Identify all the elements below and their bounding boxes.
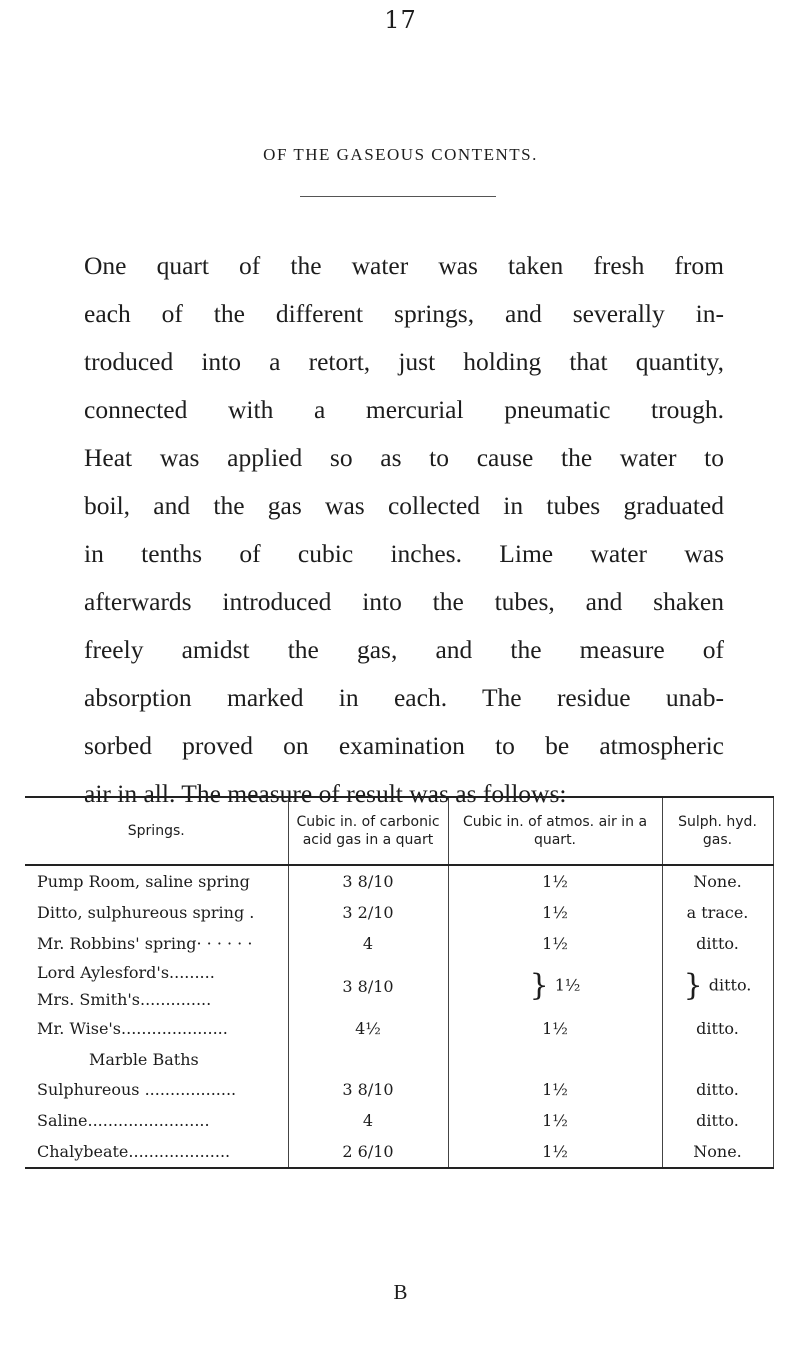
body-line: each of the different springs, and severally in- — [84, 299, 724, 328]
bath-name: Chalybeate.................... — [37, 1142, 231, 1161]
body-line: Heat was applied so as to cause the water to — [84, 443, 724, 472]
bath-name: Saline........................ — [37, 1111, 210, 1130]
table-row — [25, 959, 773, 1013]
carbonic-value: 3 2/10 — [288, 897, 448, 928]
running-head: OF THE GASEOUS CONTENTS. — [263, 145, 538, 164]
brace-glyph: } — [683, 968, 703, 1003]
head-rule-divider — [300, 196, 496, 197]
carbonic-value: 3 8/10 — [288, 1074, 448, 1105]
table-row — [25, 1074, 773, 1105]
sulph-value: ditto. — [662, 1013, 773, 1044]
sulph-value: ditto. — [662, 1105, 773, 1136]
atmos-value: 1½ — [448, 1074, 662, 1105]
sulph-value: ditto. — [662, 1074, 773, 1105]
spring-name: Lord Aylesford's......... — [37, 963, 215, 982]
sulph-value: None. — [662, 865, 773, 897]
body-line: sorbed proved on examination to be atmospheric — [84, 731, 724, 760]
body-line: troduced into a retort, just holding that quantity, — [84, 347, 724, 376]
bath-name: Sulphureous .................. — [37, 1080, 237, 1099]
body-line: absorption marked in each. The residue unab- — [84, 683, 724, 712]
spring-name: Mr. Robbins' spring· · · · · · — [37, 934, 253, 953]
table-header-row — [25, 797, 773, 865]
body-line: freely amidst the gas, and the measure of — [84, 635, 724, 664]
atmos-cell — [448, 959, 662, 1013]
sulph-value: None. — [662, 1136, 773, 1168]
sulph-value: a trace. — [662, 897, 773, 928]
body-line: One quart of the water was taken fresh from — [84, 251, 724, 280]
section-label-marble-baths: Marble Baths — [89, 1049, 199, 1069]
table-row — [25, 1105, 773, 1136]
atmos-value: 1½ — [448, 1136, 662, 1168]
empty-cell — [662, 1044, 773, 1074]
header-springs: Springs. — [25, 797, 288, 865]
gas-results-table — [25, 796, 774, 1169]
carbonic-value: 3 8/10 — [288, 865, 448, 897]
atmos-value: 1½ — [448, 865, 662, 897]
atmos-value: 1½ — [448, 1013, 662, 1044]
spring-name: Mr. Wise's..................... — [37, 1019, 228, 1038]
empty-cell — [448, 1044, 662, 1074]
carbonic-value: 3 8/10 — [288, 959, 448, 1013]
carbonic-value: 4½ — [288, 1013, 448, 1044]
spring-name: Mrs. Smith's.............. — [37, 990, 212, 1009]
page-number: 17 — [384, 6, 417, 34]
atmos-value: 1½ — [448, 897, 662, 928]
atmos-value: 1½ — [448, 1105, 662, 1136]
body-line: boil, and the gas was collected in tubes graduated — [84, 491, 724, 520]
table-row — [25, 897, 773, 928]
carbonic-value: 2 6/10 — [288, 1136, 448, 1168]
signature-mark: B — [393, 1280, 408, 1304]
body-line: afterwards introduced into the tubes, and shaken — [84, 587, 724, 616]
table-row — [25, 1013, 773, 1044]
section-row — [25, 1044, 773, 1074]
header-atmospheric-air: Cubic in. of atmos. air in a quart. — [448, 797, 662, 865]
atmos-value: 1½ — [554, 975, 581, 995]
table-row — [25, 928, 773, 959]
brace-glyph: } — [529, 968, 549, 1003]
body-paragraph — [84, 242, 724, 818]
spring-name-pair — [25, 959, 288, 1013]
sulph-value: ditto. — [662, 928, 773, 959]
body-line: air in all. The measure of result was as follows: — [84, 779, 567, 808]
sulph-value: ditto. — [708, 975, 752, 995]
carbonic-value: 4 — [288, 1105, 448, 1136]
header-carbonic-acid: Cubic in. of carbonic acid gas in a quart — [288, 797, 448, 865]
body-line: connected with a mercurial pneumatic trough. — [84, 395, 724, 424]
table-row — [25, 1136, 773, 1168]
carbonic-value: 4 — [288, 928, 448, 959]
body-line: in tenths of cubic inches. Lime water was — [84, 539, 724, 568]
spring-name: Pump Room, saline spring — [37, 872, 250, 891]
atmos-value: 1½ — [448, 928, 662, 959]
sulph-cell — [662, 959, 773, 1013]
spring-name: Ditto, sulphureous spring . — [37, 903, 255, 922]
table-row — [25, 865, 773, 897]
empty-cell — [288, 1044, 448, 1074]
header-sulph-hyd: Sulph. hyd. gas. — [662, 797, 773, 865]
